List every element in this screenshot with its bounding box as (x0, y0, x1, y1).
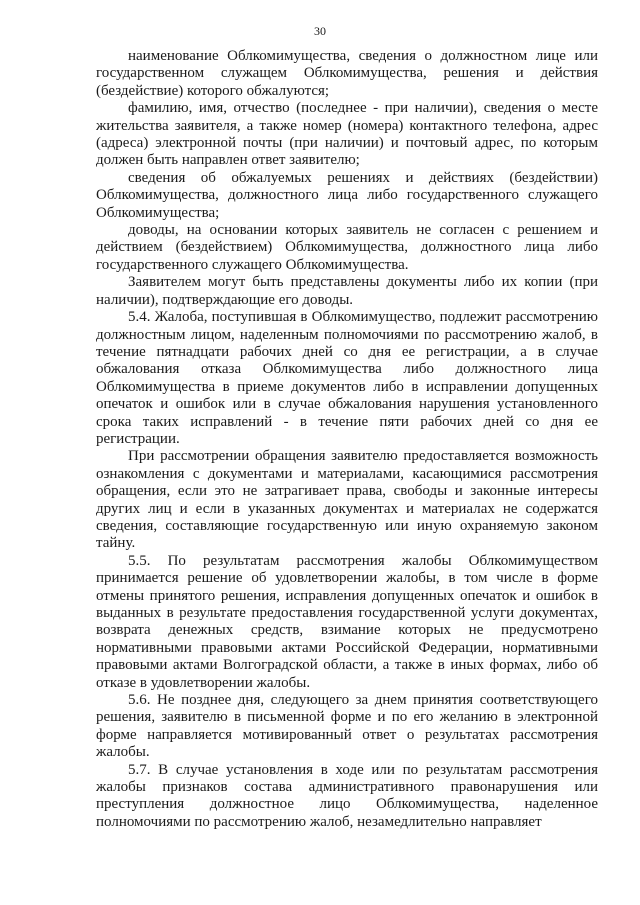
paragraph: наименование Облкомимущества, сведения о должностном лице или государственном служащем Облкомимущества, решения и действия (бездействие) которого обжалуются; (96, 48, 598, 99)
body-text (96, 48, 598, 831)
paragraph: При рассмотрении обращения заявителю предоставляется возможность ознакомления с документами и материалами, касающимися рассмотрения обращения, если это не затрагивает права, свободы и законные интересы других лиц и если в указанных документах и материалах не содержатся сведения, составляющие государственную или иную охраняемую законом тайну. (96, 448, 598, 552)
paragraph: 5.7. В случае установления в ходе или по результатам рассмотрения жалобы признаков состава административного правонарушения или преступления должностное лицо Облкомимущества, наделенное полномочиями по рассмотрению жалоб, незамедлительно направляет (96, 761, 598, 830)
paragraph: доводы, на основании которых заявитель не согласен с решением и действием (бездействием) Облкомимущества, должностного лица либо государственного служащего Облкомимущества. (96, 222, 598, 273)
paragraph: 5.4. Жалоба, поступившая в Облкомимущество, подлежит рассмотрению должностным лицом, наделенным полномочиями по рассмотрению жалоб, в течение пятнадцати рабочих дней со дня ее регистрации, а в случае обжалования отказа Облкомимущества либо должностного лица Облкомимущества в приеме документов либо в исправлении допущенных опечаток и ошибок или в случае обжалования нарушения установленного срока таких исправлений - в течение пяти рабочих дней со дня ее регистрации. (96, 309, 598, 447)
page-number: 30 (314, 24, 326, 38)
paragraph: Заявителем могут быть представлены документы либо их копии (при наличии), подтверждающие его доводы. (96, 274, 598, 308)
paragraph: сведения об обжалуемых решениях и действиях (бездействии) Облкомимущества, должностного лица либо государственного служащего Облкомимущества; (96, 169, 598, 221)
paragraph: фамилию, имя, отчество (последнее - при наличии), сведения о месте жительства заявителя, а также номер (номера) контактного телефона, адрес (адреса) электронной почты (при наличии) и почтовый адрес, по которым должен быть направлен ответ заявителю; (96, 100, 598, 169)
paragraph: 5.5. По результатам рассмотрения жалобы Облкомимуществом принимается решение об удовлетворении жалобы, в том числе в форме отмены принятого решения, исправления допущенных опечаток и ошибок в выданных в результате предоставления государственной услуги документах, возврата денежных средств, взимание которых не предусмотрено нормативными правовыми актами Российской Федерации, нормативными правовыми актами Волгоградской области, а также в иных формах, либо об отказе в удовлетворении жалобы. (96, 552, 598, 691)
paragraph: 5.6. Не позднее дня, следующего за днем принятия соответствующего решения, заявителю в письменной форме и по его желанию в электронной форме направляется мотивированный ответ о результатах рассмотрения жалобы. (96, 692, 598, 761)
